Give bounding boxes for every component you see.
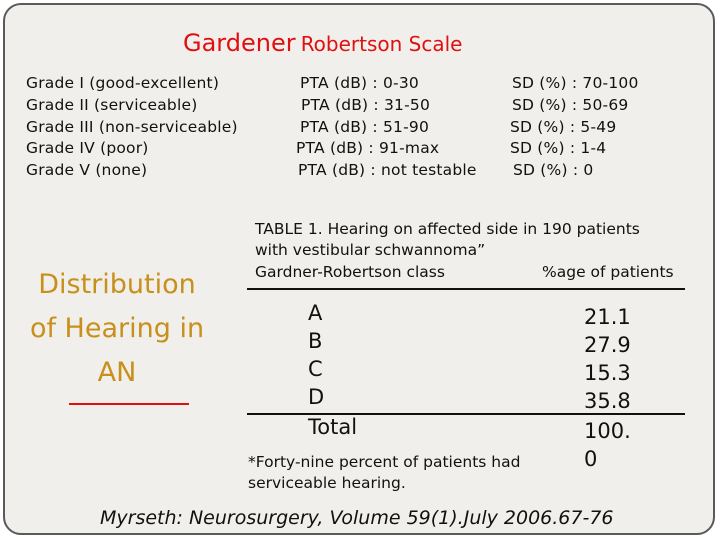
table-row-b-class: B	[308, 329, 323, 353]
table-footnote	[248, 452, 520, 494]
slide	[3, 3, 715, 535]
grade-1-name: Grade I (good-excellent)	[26, 74, 220, 92]
footnote-line2: serviceable hearing.	[248, 474, 406, 492]
table-row-a-class: A	[308, 301, 323, 325]
table-total-value-line2: 0	[584, 447, 598, 471]
grade-5-pta: PTA (dB) : not testable	[298, 161, 477, 179]
table-col2-header: %age of patients	[542, 263, 674, 281]
grade-1-sd: SD (%) : 70-100	[512, 74, 639, 92]
table-header-rule	[247, 288, 685, 290]
table-row-c-pct: 15.3	[584, 361, 631, 385]
table-row-a-pct: 21.1	[584, 305, 631, 329]
table-total-value-line1: 100.	[584, 419, 631, 443]
grade-4-sd: SD (%) : 1-4	[510, 139, 607, 157]
table-col1-header: Gardner-Robertson class	[255, 263, 445, 281]
grade-5-name: Grade V (none)	[26, 161, 148, 179]
grade-1-pta: PTA (dB) : 0-30	[300, 74, 419, 92]
table-row-b-pct: 27.9	[584, 333, 631, 357]
table-caption-line2: with vestibular schwannoma”	[255, 241, 486, 259]
side-heading	[13, 263, 221, 395]
table-row-c-class: C	[308, 357, 323, 381]
grade-2-sd: SD (%) : 50-69	[512, 96, 629, 114]
grade-5-sd: SD (%) : 0	[513, 161, 594, 179]
grade-3-sd: SD (%) : 5-49	[510, 118, 617, 136]
grade-2-pta: PTA (dB) : 31-50	[301, 96, 431, 114]
side-heading-line2: of Hearing in	[29, 313, 205, 344]
footnote-line1: *Forty-nine percent of patients had	[248, 453, 521, 471]
side-heading-line3: AN	[97, 357, 137, 388]
side-heading-underline	[69, 403, 189, 405]
side-heading-line1: Distribution	[38, 269, 196, 300]
citation: Myrseth: Neurosurgery, Volume 59(1).July 2006.67-76	[100, 507, 614, 529]
table-caption-line1: TABLE 1. Hearing on affected side in 190 patients	[255, 220, 640, 238]
grade-4-name: Grade IV (poor)	[26, 139, 149, 157]
grade-3-pta: PTA (dB) : 51-90	[300, 118, 430, 136]
table-row-d-pct: 35.8	[584, 389, 631, 413]
slide-title	[183, 29, 462, 57]
title-rest: Robertson Scale	[300, 32, 463, 56]
table-row-d-class: D	[308, 385, 325, 409]
grade-2-name: Grade II (serviceable)	[26, 96, 198, 114]
grade-4-pta: PTA (dB) : 91-max	[296, 139, 440, 157]
table-total-label: Total	[308, 415, 358, 439]
grade-3-name: Grade III (non-serviceable)	[26, 118, 238, 136]
title-main: Gardener	[183, 29, 296, 57]
